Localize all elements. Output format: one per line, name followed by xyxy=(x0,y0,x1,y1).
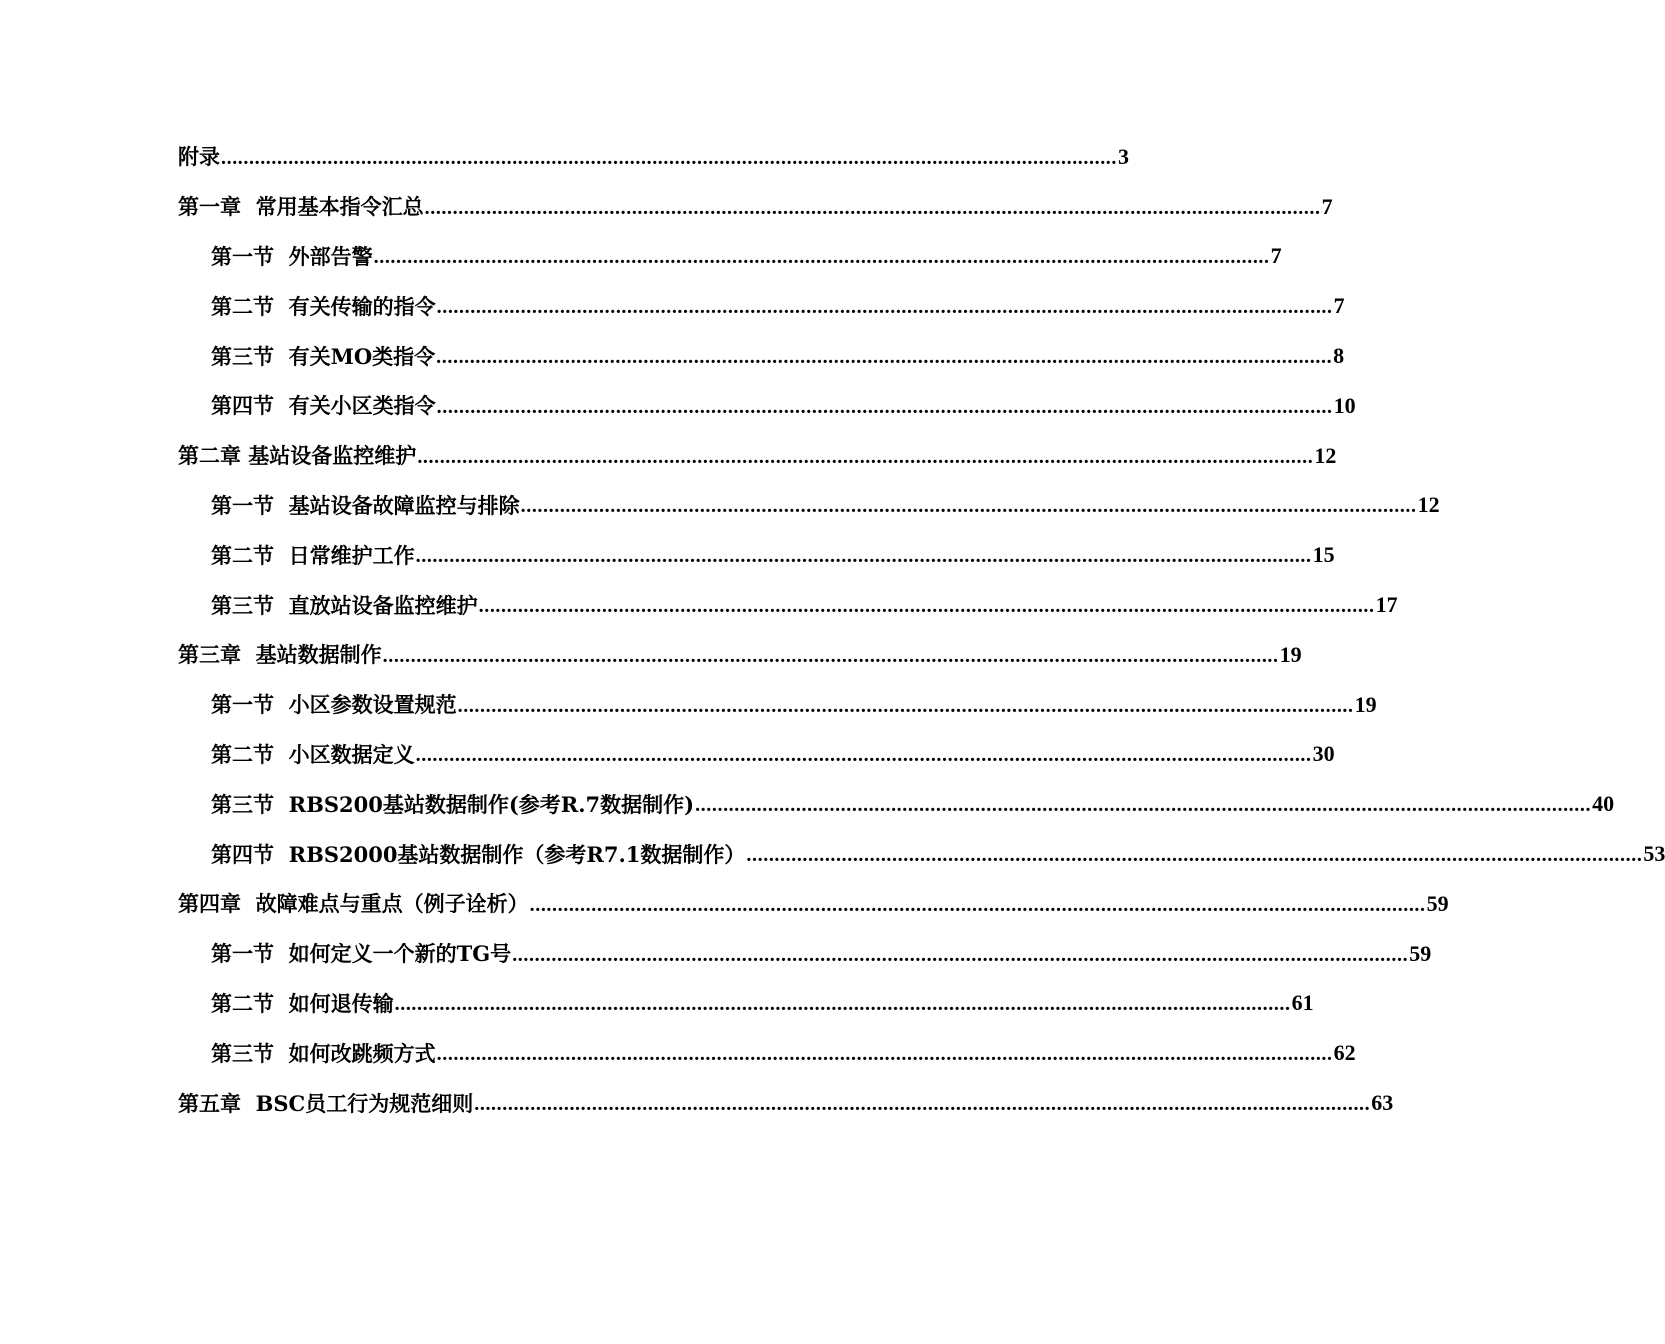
toc-entry-title: 第三节 有关MO类指令 xyxy=(211,343,436,369)
toc-dot-leader: ................................................................................................................................................................ xyxy=(382,644,1279,667)
toc-dot-leader: ................................................................................................................................................................ xyxy=(474,1093,1371,1116)
toc-entry-page-number: 61 xyxy=(1291,990,1314,1016)
toc-entry-page-number: 3 xyxy=(1118,143,1129,169)
toc-entry-chapter-4[interactable] xyxy=(178,879,1449,929)
toc-dot-leader: ................................................................................................................................................................ xyxy=(424,196,1321,219)
toc-dot-leader: ................................................................................................................................................................ xyxy=(457,694,1354,717)
toc-entry-page-number: 30 xyxy=(1312,741,1335,767)
toc-dot-leader: ................................................................................................................................................................ xyxy=(415,545,1312,568)
toc-dot-leader: ................................................................................................................................................................ xyxy=(512,943,1409,966)
toc-entry-page-number: 59 xyxy=(1409,940,1432,966)
toc-entry-page-number: 7 xyxy=(1270,243,1282,269)
toc-entry-title: 第一节 基站设备故障监控与排除 xyxy=(211,492,520,518)
toc-entry-title: 第三节 RBS200基站数据制作(参考R.7数据制作) xyxy=(211,791,695,817)
toc-entry-chapter-2[interactable] xyxy=(178,431,1337,481)
toc-entry-title: 第三章 基站数据制作 xyxy=(178,642,382,668)
toc-dot-leader: ................................................................................................................................................................ xyxy=(695,794,1592,817)
toc-entry-page-number: 62 xyxy=(1333,1040,1356,1066)
toc-entry-page-number: 59 xyxy=(1426,890,1449,916)
toc-dot-leader: ................................................................................................................................................................ xyxy=(478,595,1375,618)
toc-entry-page-number: 17 xyxy=(1375,592,1398,618)
toc-entry-title: 第二节 小区数据定义 xyxy=(211,741,415,767)
toc-dot-leader: ................................................................................................................................................................ xyxy=(221,146,1117,169)
toc-entry-title: 第四节 RBS2000基站数据制作（参考R7.1数据制作） xyxy=(211,841,746,867)
toc-entry-title: 第一节 外部告警 xyxy=(211,243,373,269)
toc-entry-chapter-5[interactable] xyxy=(178,1078,1394,1128)
toc-entry-chapter-1-section-4[interactable] xyxy=(178,381,1356,431)
toc-dot-leader: ................................................................................................................................................................ xyxy=(394,993,1291,1016)
toc-dot-leader: ................................................................................................................................................................ xyxy=(436,395,1333,418)
toc-dot-leader: ................................................................................................................................................................ xyxy=(436,346,1333,369)
toc-entry-appendix[interactable] xyxy=(178,132,1129,182)
toc-entry-chapter-2-section-3[interactable] xyxy=(178,580,1398,630)
toc-entry-chapter-1-section-3[interactable] xyxy=(178,331,1345,381)
toc-entry-chapter-1[interactable] xyxy=(178,182,1333,232)
toc-entry-title: 第五章 BSC员工行为规范细则 xyxy=(178,1090,474,1116)
toc-entry-title: 第二节 有关传输的指令 xyxy=(211,293,436,319)
toc-entry-chapter-2-section-2[interactable] xyxy=(178,530,1335,580)
toc-entry-chapter-3-section-1[interactable] xyxy=(178,680,1377,730)
toc-entry-title: 附录 xyxy=(178,144,220,170)
toc-entry-chapter-2-section-1[interactable] xyxy=(178,481,1440,531)
toc-entry-page-number: 8 xyxy=(1333,343,1345,369)
toc-entry-title: 第三节 直放站设备监控维护 xyxy=(211,592,478,618)
toc-entry-chapter-4-section-3[interactable] xyxy=(178,1028,1356,1078)
toc-dot-leader: ................................................................................................................................................................ xyxy=(520,495,1417,518)
toc-entry-page-number: 7 xyxy=(1333,293,1345,319)
toc-entry-chapter-3-section-4[interactable] xyxy=(178,829,1665,879)
toc-dot-leader: ................................................................................................................................................................ xyxy=(529,893,1426,916)
toc-entry-title: 第二章 基站设备监控维护 xyxy=(178,443,417,469)
toc-entry-page-number: 53 xyxy=(1643,841,1665,867)
toc-entry-page-number: 12 xyxy=(1417,492,1440,518)
toc-entry-page-number: 63 xyxy=(1371,1090,1394,1116)
toc-entry-title: 第四节 有关小区类指令 xyxy=(211,393,436,419)
toc-entry-chapter-4-section-1[interactable] xyxy=(178,929,1432,979)
table-of-contents xyxy=(178,132,1665,1128)
toc-dot-leader: ................................................................................................................................................................ xyxy=(746,844,1643,867)
toc-dot-leader: ................................................................................................................................................................ xyxy=(373,246,1270,269)
toc-entry-title: 第四章 故障难点与重点（例子诠析） xyxy=(178,891,529,917)
toc-entry-page-number: 10 xyxy=(1333,392,1356,418)
toc-entry-title: 第一节 如何定义一个新的TG号 xyxy=(211,941,512,967)
toc-entry-chapter-3[interactable] xyxy=(178,630,1302,680)
toc-entry-page-number: 12 xyxy=(1314,442,1337,468)
toc-entry-chapter-3-section-2[interactable] xyxy=(178,730,1335,780)
toc-entry-chapter-3-section-3[interactable] xyxy=(178,779,1615,829)
toc-entry-chapter-4-section-2[interactable] xyxy=(178,979,1314,1029)
toc-dot-leader: ................................................................................................................................................................ xyxy=(436,296,1333,319)
toc-entry-chapter-1-section-2[interactable] xyxy=(178,281,1345,331)
toc-entry-title: 第一节 小区参数设置规范 xyxy=(211,692,457,718)
toc-entry-page-number: 7 xyxy=(1321,193,1333,219)
toc-entry-title: 第二节 如何退传输 xyxy=(211,990,394,1016)
toc-entry-page-number: 15 xyxy=(1312,542,1335,568)
toc-entry-title: 第一章 常用基本指令汇总 xyxy=(178,194,424,220)
toc-dot-leader: ................................................................................................................................................................ xyxy=(417,445,1314,468)
toc-entry-title: 第三节 如何改跳频方式 xyxy=(211,1040,436,1066)
toc-entry-page-number: 19 xyxy=(1279,641,1302,667)
toc-dot-leader: ................................................................................................................................................................ xyxy=(415,744,1312,767)
toc-entry-page-number: 19 xyxy=(1354,691,1377,717)
toc-entry-chapter-1-section-1[interactable] xyxy=(178,232,1282,282)
toc-dot-leader: ................................................................................................................................................................ xyxy=(436,1043,1333,1066)
toc-entry-page-number: 40 xyxy=(1592,791,1615,817)
toc-entry-title: 第二节 日常维护工作 xyxy=(211,542,415,568)
